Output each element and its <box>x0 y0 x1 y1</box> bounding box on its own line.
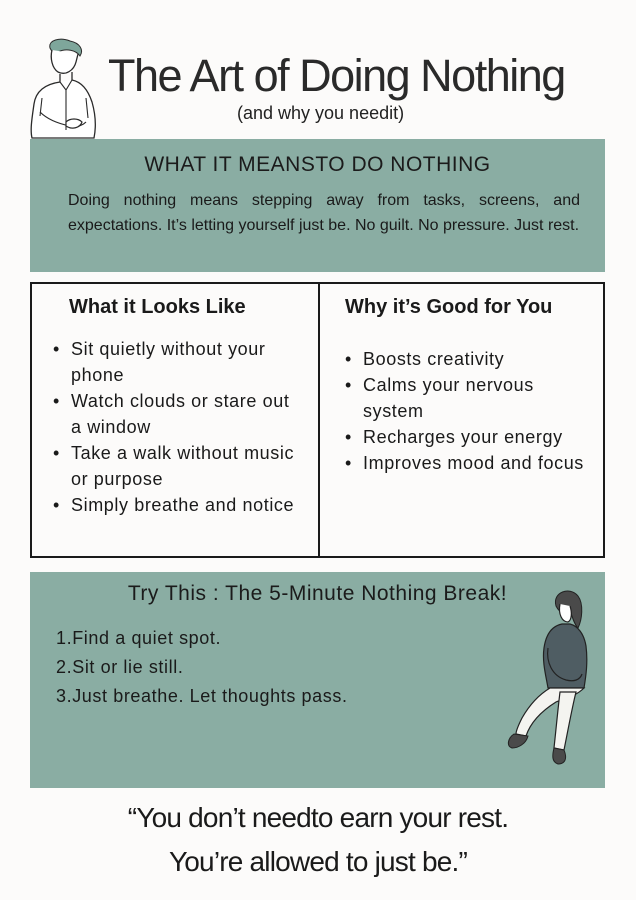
quote-line-2: You’re allowed to just be.” <box>168 846 467 877</box>
good-for-you-heading: Why it’s Good for You <box>345 296 553 318</box>
man-illustration <box>26 38 100 140</box>
comparison-box <box>30 282 605 558</box>
list-item: • Take a walk without music or purpose <box>51 440 301 492</box>
list-item: • Boosts creativity <box>343 346 593 372</box>
try-this-section <box>30 572 605 788</box>
meaning-section <box>30 139 605 272</box>
step-item: 2.Sit or lie still. <box>56 657 184 677</box>
steps-list <box>56 624 348 711</box>
list-item: • Simply breathe and notice <box>51 492 301 518</box>
good-for-you-list <box>343 346 593 476</box>
list-item: • Calms your nervous system <box>343 372 593 424</box>
list-item: • Sit quietly without your phone <box>51 336 301 388</box>
list-item: • Watch clouds or stare out a window <box>51 388 301 440</box>
meaning-body: Doing nothing means stepping away from tasks, screens, and expectations. It’s letting yourself just be. No guilt. No pressure. Just rest. <box>68 192 580 234</box>
looks-like-list <box>51 336 301 518</box>
looks-like-heading: What it Looks Like <box>69 296 246 318</box>
step-item: 3.Just breathe. Let thoughts pass. <box>56 686 348 706</box>
page-subtitle: (and why you needit) <box>237 103 405 123</box>
list-item: • Recharges your energy <box>343 424 593 450</box>
quote-line-1: “You don’t needto earn your rest. <box>127 802 509 833</box>
closing-quote <box>0 796 636 884</box>
woman-illustration <box>500 584 600 774</box>
page-title: The Art of Doing Nothing <box>108 50 565 101</box>
list-item: • Improves mood and focus <box>343 450 593 476</box>
column-divider <box>318 284 320 556</box>
step-item: 1.Find a quiet spot. <box>56 628 222 648</box>
meaning-heading: WHAT IT MEANSTO DO NOTHING <box>144 153 491 176</box>
try-this-heading: Try This : The 5-Minute Nothing Break! <box>127 582 508 605</box>
